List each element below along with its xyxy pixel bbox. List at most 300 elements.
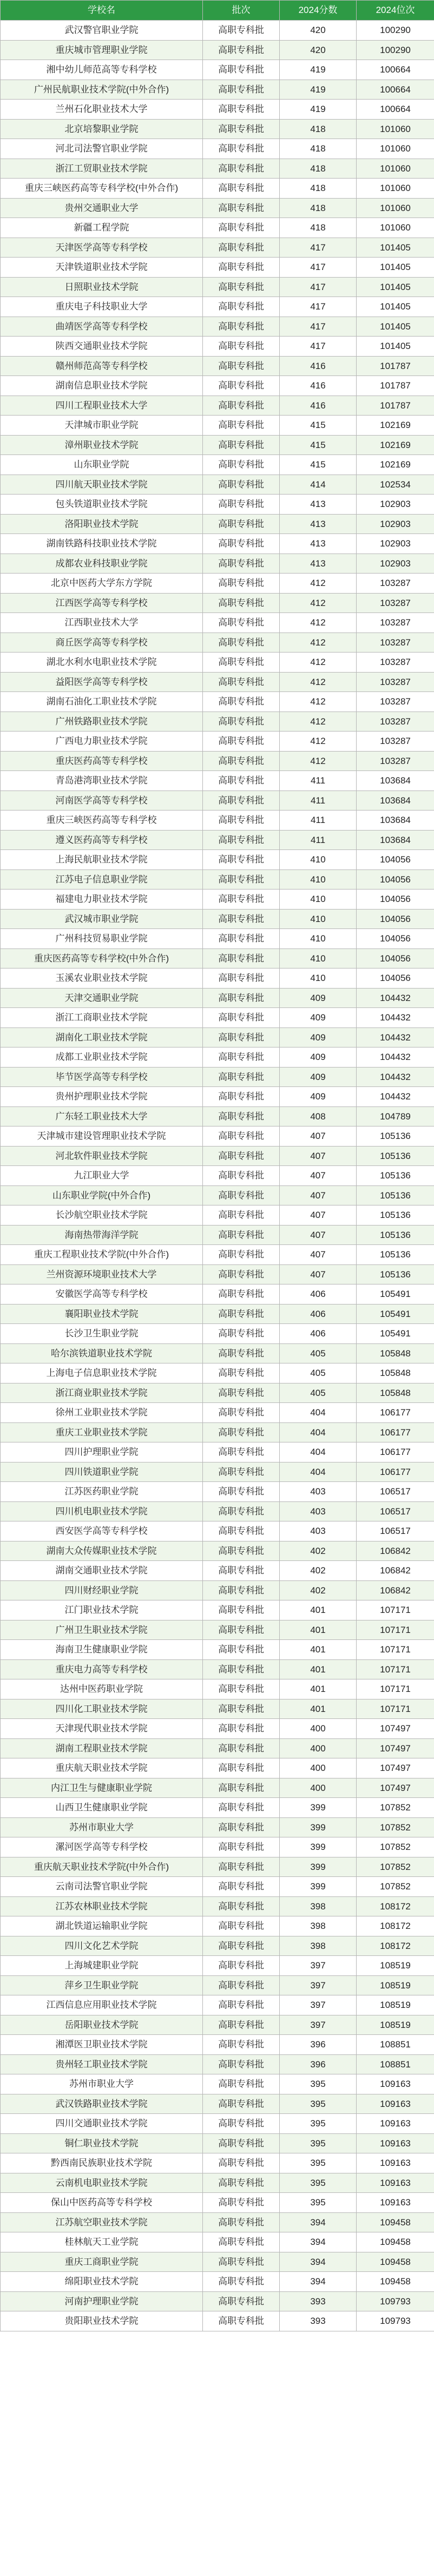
school-name-cell: 湖南信息职业技术学院: [1, 376, 203, 396]
rank-cell: 101060: [357, 218, 434, 238]
school-name-cell: 湖南工程职业技术学院: [1, 1738, 203, 1758]
score-cell: 418: [280, 198, 357, 218]
batch-cell: 高职专科批: [203, 1719, 280, 1739]
batch-cell: 高职专科批: [203, 179, 280, 199]
rank-cell: 102169: [357, 416, 434, 436]
table-row: [1, 929, 434, 949]
rank-cell: 108519: [357, 1956, 434, 1976]
rank-cell: 108519: [357, 1975, 434, 1995]
table-row: [1, 2054, 434, 2074]
school-name-cell: 海南热带海洋学院: [1, 1225, 203, 1245]
rank-cell: 101405: [357, 297, 434, 317]
score-cell: 395: [280, 2133, 357, 2153]
table-row: [1, 455, 434, 475]
rank-cell: 107497: [357, 1719, 434, 1739]
table-row: [1, 811, 434, 831]
school-name-cell: 四川化工职业技术学院: [1, 1699, 203, 1719]
batch-cell: 高职专科批: [203, 1284, 280, 1305]
table-row: [1, 2173, 434, 2193]
table-row: [1, 60, 434, 80]
batch-cell: 高职专科批: [203, 1027, 280, 1047]
school-name-cell: 重庆电子科技职业大学: [1, 297, 203, 317]
table-row: [1, 1146, 434, 1166]
score-cell: 415: [280, 455, 357, 475]
table-row: [1, 21, 434, 41]
rank-cell: 104056: [357, 890, 434, 910]
batch-cell: 高职专科批: [203, 1008, 280, 1028]
table-row: [1, 771, 434, 791]
rank-cell: 107852: [357, 1877, 434, 1897]
table-row: [1, 790, 434, 811]
batch-cell: 高职专科批: [203, 1047, 280, 1068]
rank-cell: 102169: [357, 435, 434, 455]
batch-cell: 高职专科批: [203, 1580, 280, 1600]
rank-cell: 103287: [357, 672, 434, 692]
school-name-cell: 湖南铁路科技职业技术学院: [1, 534, 203, 554]
rank-cell: 105136: [357, 1225, 434, 1245]
score-cell: 403: [280, 1501, 357, 1521]
score-cell: 407: [280, 1185, 357, 1205]
rank-cell: 108519: [357, 1995, 434, 2015]
batch-cell: 高职专科批: [203, 1225, 280, 1245]
score-cell: 413: [280, 514, 357, 534]
table-row: [1, 593, 434, 613]
rank-cell: 103684: [357, 830, 434, 850]
table-row: [1, 988, 434, 1008]
table-row: [1, 1422, 434, 1442]
rank-cell: 105136: [357, 1185, 434, 1205]
rank-cell: 104432: [357, 988, 434, 1008]
rank-cell: 107497: [357, 1778, 434, 1798]
batch-cell: 高职专科批: [203, 60, 280, 80]
table-row: [1, 1521, 434, 1541]
school-name-cell: 江苏电子信息职业学院: [1, 869, 203, 890]
batch-cell: 高职专科批: [203, 830, 280, 850]
batch-cell: 高职专科批: [203, 1975, 280, 1995]
school-name-cell: 贵州轻工职业技术学院: [1, 2054, 203, 2074]
score-cell: 412: [280, 593, 357, 613]
batch-cell: 高职专科批: [203, 790, 280, 811]
batch-cell: 高职专科批: [203, 277, 280, 297]
rank-cell: 109163: [357, 2094, 434, 2114]
rank-cell: 109458: [357, 2252, 434, 2272]
score-cell: 412: [280, 653, 357, 673]
batch-cell: 高职专科批: [203, 613, 280, 633]
table-row: [1, 672, 434, 692]
rank-cell: 102903: [357, 514, 434, 534]
school-name-cell: 广东轻工职业技术大学: [1, 1106, 203, 1126]
school-name-cell: 江西职业技术大学: [1, 613, 203, 633]
score-cell: 400: [280, 1719, 357, 1739]
table-row: [1, 1877, 434, 1897]
table-row: [1, 2272, 434, 2292]
table-row: [1, 732, 434, 752]
school-name-cell: 贵州交通职业大学: [1, 198, 203, 218]
school-name-cell: 铜仁职业技术学院: [1, 2133, 203, 2153]
batch-cell: 高职专科批: [203, 850, 280, 870]
school-name-cell: 武汉警官职业学院: [1, 21, 203, 41]
score-cell: 409: [280, 1008, 357, 1028]
school-name-cell: 西安医学高等专科学校: [1, 1521, 203, 1541]
table-row: [1, 1975, 434, 1995]
score-cell: 419: [280, 100, 357, 120]
score-cell: 408: [280, 1106, 357, 1126]
score-cell: 399: [280, 1798, 357, 1818]
table-row: [1, 475, 434, 495]
score-cell: 402: [280, 1580, 357, 1600]
school-name-cell: 四川工程职业技术大学: [1, 396, 203, 416]
school-name-cell: 徐州工业职业技术学院: [1, 1403, 203, 1423]
rank-cell: 108851: [357, 2054, 434, 2074]
batch-cell: 高职专科批: [203, 1205, 280, 1226]
school-name-cell: 浙江工商职业技术学院: [1, 1008, 203, 1028]
table-row: [1, 692, 434, 712]
table-row: [1, 2074, 434, 2094]
score-cell: 403: [280, 1521, 357, 1541]
score-cell: 418: [280, 159, 357, 179]
school-name-cell: 四川文化艺术学院: [1, 1936, 203, 1956]
batch-cell: 高职专科批: [203, 376, 280, 396]
rank-cell: 100664: [357, 80, 434, 100]
table-body: [1, 21, 434, 2331]
batch-cell: 高职专科批: [203, 416, 280, 436]
school-name-cell: 四川铁道职业学院: [1, 1462, 203, 1482]
batch-cell: 高职专科批: [203, 238, 280, 258]
table-row: [1, 1264, 434, 1284]
school-name-cell: 北京培黎职业学院: [1, 119, 203, 139]
table-row: [1, 2114, 434, 2134]
score-cell: 412: [280, 732, 357, 752]
school-name-cell: 重庆工业职业技术学院: [1, 1422, 203, 1442]
school-name-cell: 湖南化工职业技术学院: [1, 1027, 203, 1047]
school-name-cell: 福建电力职业技术学院: [1, 890, 203, 910]
rank-cell: 101060: [357, 159, 434, 179]
batch-cell: 高职专科批: [203, 771, 280, 791]
rank-cell: 103287: [357, 613, 434, 633]
table-row: [1, 1245, 434, 1265]
rank-cell: 104432: [357, 1087, 434, 1107]
school-name-cell: 岳阳职业技术学院: [1, 2015, 203, 2035]
rank-cell: 104056: [357, 969, 434, 989]
school-name-cell: 广州卫生职业技术学院: [1, 1620, 203, 1640]
batch-cell: 高职专科批: [203, 2035, 280, 2055]
table-row: [1, 1403, 434, 1423]
score-cell: 411: [280, 790, 357, 811]
school-name-cell: 曲靖医学高等专科学校: [1, 317, 203, 337]
table-row: [1, 1106, 434, 1126]
rank-cell: 109793: [357, 2311, 434, 2331]
school-name-cell: 广州民航职业技术学院(中外合作): [1, 80, 203, 100]
batch-cell: 高职专科批: [203, 337, 280, 357]
score-cell: 409: [280, 1067, 357, 1087]
batch-cell: 高职专科批: [203, 1422, 280, 1442]
table-row: [1, 1501, 434, 1521]
rank-cell: 101405: [357, 238, 434, 258]
rank-cell: 106177: [357, 1403, 434, 1423]
school-name-cell: 重庆航天职业技术学院(中外合作): [1, 1857, 203, 1877]
school-name-cell: 武汉城市职业学院: [1, 909, 203, 929]
score-cell: 410: [280, 909, 357, 929]
score-cell: 400: [280, 1758, 357, 1778]
table-row: [1, 1383, 434, 1403]
score-cell: 395: [280, 2094, 357, 2114]
table-row: [1, 1659, 434, 1679]
batch-cell: 高职专科批: [203, 633, 280, 653]
rank-cell: 102169: [357, 455, 434, 475]
rank-cell: 105136: [357, 1146, 434, 1166]
score-cell: 401: [280, 1679, 357, 1699]
rank-cell: 108172: [357, 1896, 434, 1916]
score-cell: 398: [280, 1936, 357, 1956]
batch-cell: 高职专科批: [203, 1067, 280, 1087]
score-cell: 412: [280, 633, 357, 653]
batch-cell: 高职专科批: [203, 1126, 280, 1147]
batch-cell: 高职专科批: [203, 475, 280, 495]
score-cell: 418: [280, 139, 357, 159]
school-name-cell: 黔西南民族职业技术学院: [1, 2153, 203, 2173]
school-name-cell: 苏州市职业大学: [1, 2074, 203, 2094]
score-cell: 420: [280, 21, 357, 41]
score-cell: 395: [280, 2193, 357, 2213]
score-cell: 412: [280, 751, 357, 771]
batch-cell: 高职专科批: [203, 1837, 280, 1857]
batch-cell: 高职专科批: [203, 1817, 280, 1837]
rank-cell: 107852: [357, 1857, 434, 1877]
batch-cell: 高职专科批: [203, 2232, 280, 2252]
score-cell: 417: [280, 238, 357, 258]
score-cell: 407: [280, 1264, 357, 1284]
table-row: [1, 2035, 434, 2055]
table-row: [1, 554, 434, 574]
rank-cell: 105136: [357, 1264, 434, 1284]
score-cell: 402: [280, 1561, 357, 1581]
rank-cell: 101787: [357, 356, 434, 376]
batch-cell: 高职专科批: [203, 1561, 280, 1581]
score-cell: 399: [280, 1857, 357, 1877]
rank-cell: 104432: [357, 1008, 434, 1028]
rank-cell: 107171: [357, 1640, 434, 1660]
batch-cell: 高职专科批: [203, 1738, 280, 1758]
school-name-cell: 漳州职业技术学院: [1, 435, 203, 455]
batch-cell: 高职专科批: [203, 929, 280, 949]
school-name-cell: 赣州师范高等专科学校: [1, 356, 203, 376]
rank-cell: 104056: [357, 909, 434, 929]
school-name-cell: 武汉铁路职业技术学院: [1, 2094, 203, 2114]
batch-cell: 高职专科批: [203, 869, 280, 890]
batch-cell: 高职专科批: [203, 119, 280, 139]
batch-cell: 高职专科批: [203, 1403, 280, 1423]
rank-cell: 109793: [357, 2291, 434, 2311]
table-row: [1, 435, 434, 455]
table-row: [1, 1284, 434, 1305]
school-name-cell: 安徽医学高等专科学校: [1, 1284, 203, 1305]
rank-cell: 109163: [357, 2114, 434, 2134]
batch-cell: 高职专科批: [203, 2272, 280, 2292]
batch-cell: 高职专科批: [203, 2133, 280, 2153]
school-name-cell: 重庆三峡医药高等专科学校(中外合作): [1, 179, 203, 199]
score-cell: 406: [280, 1284, 357, 1305]
table-row: [1, 297, 434, 317]
batch-cell: 高职专科批: [203, 455, 280, 475]
table-row: [1, 1857, 434, 1877]
score-cell: 407: [280, 1225, 357, 1245]
school-name-cell: 河南医学高等专科学校: [1, 790, 203, 811]
school-name-cell: 江苏医药职业学院: [1, 1482, 203, 1502]
score-cell: 404: [280, 1442, 357, 1462]
rank-cell: 106517: [357, 1482, 434, 1502]
table-header-row: [1, 1, 434, 21]
table-row: [1, 1225, 434, 1245]
school-name-cell: 成都农业科技职业学院: [1, 554, 203, 574]
table-row: [1, 1067, 434, 1087]
column-header-score: 2024分数: [280, 1, 357, 21]
table-row: [1, 2232, 434, 2252]
batch-cell: 高职专科批: [203, 159, 280, 179]
score-cell: 393: [280, 2291, 357, 2311]
school-name-cell: 湖北水利水电职业技术学院: [1, 653, 203, 673]
score-cell: 396: [280, 2054, 357, 2074]
school-name-cell: 贵州护理职业技术学院: [1, 1087, 203, 1107]
rank-cell: 109163: [357, 2133, 434, 2153]
score-cell: 416: [280, 356, 357, 376]
table-row: [1, 179, 434, 199]
score-cell: 417: [280, 297, 357, 317]
column-header-school: 学校名: [1, 1, 203, 21]
rank-cell: 105136: [357, 1166, 434, 1186]
rank-cell: 100664: [357, 100, 434, 120]
rank-cell: 101787: [357, 376, 434, 396]
batch-cell: 高职专科批: [203, 969, 280, 989]
school-name-cell: 重庆电力高等专科学校: [1, 1659, 203, 1679]
batch-cell: 高职专科批: [203, 2153, 280, 2173]
batch-cell: 高职专科批: [203, 2193, 280, 2213]
table-row: [1, 2212, 434, 2232]
rank-cell: 102534: [357, 475, 434, 495]
rank-cell: 108519: [357, 2015, 434, 2035]
batch-cell: 高职专科批: [203, 1600, 280, 1620]
score-cell: 407: [280, 1205, 357, 1226]
score-cell: 419: [280, 80, 357, 100]
school-name-cell: 襄阳职业技术学院: [1, 1304, 203, 1324]
rank-cell: 109458: [357, 2232, 434, 2252]
score-cell: 397: [280, 1956, 357, 1976]
rank-cell: 101060: [357, 198, 434, 218]
rank-cell: 107852: [357, 1798, 434, 1818]
rank-cell: 105848: [357, 1383, 434, 1403]
school-name-cell: 天津交通职业学院: [1, 988, 203, 1008]
table-row: [1, 1798, 434, 1818]
table-row: [1, 1185, 434, 1205]
school-name-cell: 贵阳职业技术学院: [1, 2311, 203, 2331]
table-row: [1, 1561, 434, 1581]
table-row: [1, 1620, 434, 1640]
score-cell: 417: [280, 258, 357, 278]
score-cell: 410: [280, 929, 357, 949]
batch-cell: 高职专科批: [203, 711, 280, 732]
table-row: [1, 869, 434, 890]
rank-cell: 104056: [357, 850, 434, 870]
school-name-cell: 云南司法警官职业学院: [1, 1877, 203, 1897]
rank-cell: 107171: [357, 1620, 434, 1640]
rank-cell: 105491: [357, 1304, 434, 1324]
batch-cell: 高职专科批: [203, 593, 280, 613]
table-row: [1, 139, 434, 159]
table-row: [1, 613, 434, 633]
score-cell: 407: [280, 1166, 357, 1186]
batch-cell: 高职专科批: [203, 890, 280, 910]
school-name-cell: 天津现代职业技术学院: [1, 1719, 203, 1739]
batch-cell: 高职专科批: [203, 356, 280, 376]
batch-cell: 高职专科批: [203, 948, 280, 969]
rank-cell: 107171: [357, 1679, 434, 1699]
school-name-cell: 内江卫生与健康职业学院: [1, 1778, 203, 1798]
batch-cell: 高职专科批: [203, 1798, 280, 1818]
score-cell: 394: [280, 2252, 357, 2272]
school-name-cell: 天津城市职业学院: [1, 416, 203, 436]
table-row: [1, 969, 434, 989]
batch-cell: 高职专科批: [203, 435, 280, 455]
score-cell: 399: [280, 1837, 357, 1857]
table-row: [1, 1580, 434, 1600]
table-row: [1, 1817, 434, 1837]
table-row: [1, 40, 434, 60]
batch-cell: 高职专科批: [203, 1620, 280, 1640]
school-name-cell: 广西电力职业技术学院: [1, 732, 203, 752]
rank-cell: 106177: [357, 1422, 434, 1442]
rank-cell: 104056: [357, 929, 434, 949]
table-row: [1, 1699, 434, 1719]
batch-cell: 高职专科批: [203, 1363, 280, 1383]
table-row: [1, 218, 434, 238]
rank-cell: 103684: [357, 771, 434, 791]
batch-cell: 高职专科批: [203, 988, 280, 1008]
batch-cell: 高职专科批: [203, 811, 280, 831]
table-row: [1, 1304, 434, 1324]
school-name-cell: 重庆医药高等专科学校(中外合作): [1, 948, 203, 969]
table-row: [1, 2133, 434, 2153]
batch-cell: 高职专科批: [203, 692, 280, 712]
score-cell: 394: [280, 2272, 357, 2292]
school-name-cell: 湘中幼儿师范高等专科学校: [1, 60, 203, 80]
rank-cell: 105848: [357, 1343, 434, 1363]
table-row: [1, 1027, 434, 1047]
batch-cell: 高职专科批: [203, 1245, 280, 1265]
table-row: [1, 1087, 434, 1107]
table-row: [1, 159, 434, 179]
score-cell: 407: [280, 1245, 357, 1265]
school-name-cell: 上海城建职业学院: [1, 1956, 203, 1976]
score-cell: 407: [280, 1126, 357, 1147]
table-row: [1, 1640, 434, 1660]
table-row: [1, 376, 434, 396]
school-name-cell: 绵阳职业技术学院: [1, 2272, 203, 2292]
score-cell: 394: [280, 2212, 357, 2232]
batch-cell: 高职专科批: [203, 1185, 280, 1205]
score-cell: 405: [280, 1343, 357, 1363]
table-row: [1, 850, 434, 870]
table-row: [1, 80, 434, 100]
score-cell: 417: [280, 337, 357, 357]
table-row: [1, 317, 434, 337]
table-row: [1, 909, 434, 929]
rank-cell: 109458: [357, 2272, 434, 2292]
school-name-cell: 玉溪农业职业技术学院: [1, 969, 203, 989]
score-cell: 394: [280, 2232, 357, 2252]
rank-cell: 109163: [357, 2074, 434, 2094]
rank-cell: 106842: [357, 1580, 434, 1600]
score-cell: 417: [280, 317, 357, 337]
table-row: [1, 1541, 434, 1561]
